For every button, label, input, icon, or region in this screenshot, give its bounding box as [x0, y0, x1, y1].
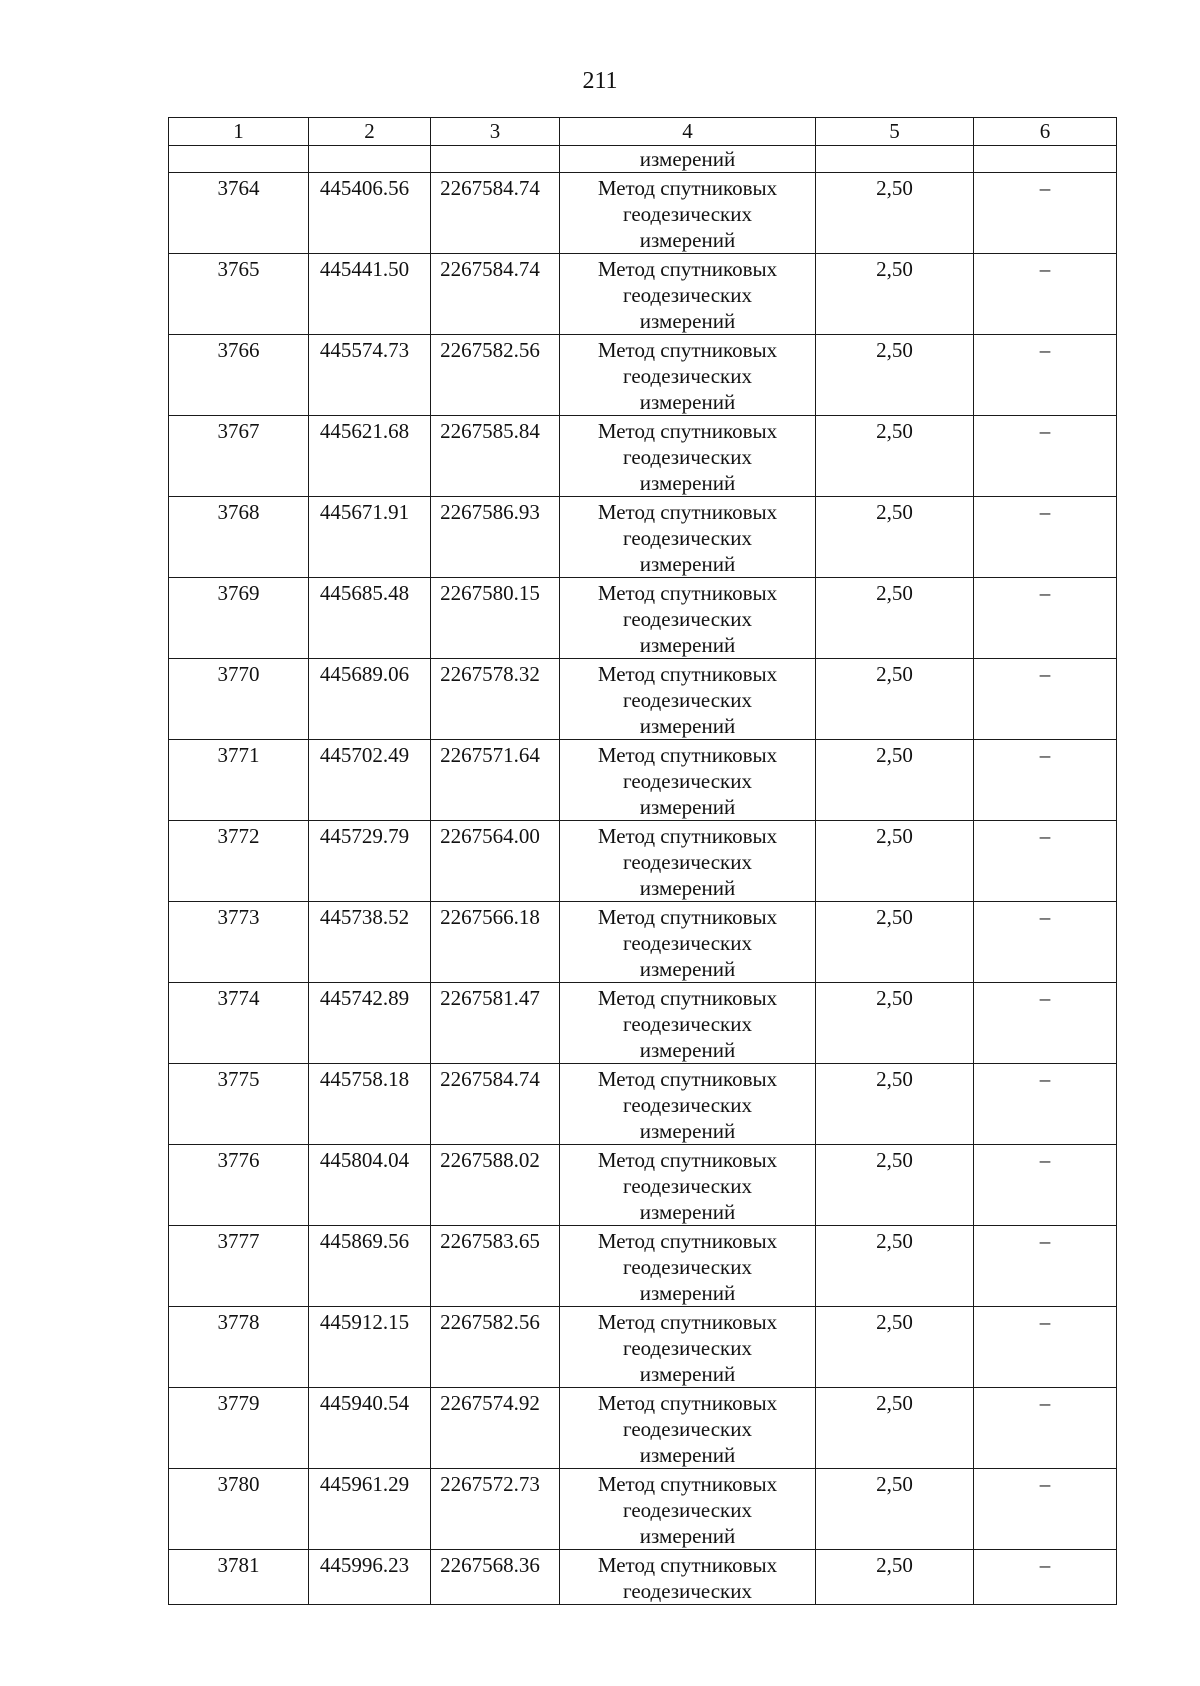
cell-method	[560, 173, 816, 254]
cell-x	[309, 146, 431, 173]
column-header-4: 4	[560, 118, 816, 146]
method-line: геодезических	[622, 1336, 752, 1360]
method-line: геодезических	[622, 364, 752, 388]
table-row	[169, 659, 1117, 740]
method-line: геодезических	[622, 526, 752, 550]
column-header-6: 6	[974, 118, 1117, 146]
method-line: Метод спутниковых	[597, 662, 778, 686]
cell-point-id: 3775	[169, 1064, 309, 1145]
method-line: измерений	[639, 1200, 736, 1224]
cell-x: 445912.15	[309, 1307, 431, 1388]
cell-method	[560, 1226, 816, 1307]
method-line: геодезических	[622, 1093, 752, 1117]
method-line: измерений	[639, 309, 736, 333]
cell-note: –	[974, 1145, 1117, 1226]
method-line: измерений	[639, 1362, 736, 1386]
cell-y	[431, 146, 560, 173]
cell-point-id: 3764	[169, 173, 309, 254]
method-line: Метод спутниковых	[597, 1310, 778, 1334]
cell-x: 445869.56	[309, 1226, 431, 1307]
cell-method	[560, 254, 816, 335]
cell-accuracy: 2,50	[816, 1064, 974, 1145]
cell-y: 2267568.36	[431, 1550, 560, 1605]
cell-y: 2267585.84	[431, 416, 560, 497]
method-line: геодезических	[622, 769, 752, 793]
table-header	[169, 118, 1117, 146]
cell-method	[560, 659, 816, 740]
cell-note: –	[974, 254, 1117, 335]
table-row	[169, 1388, 1117, 1469]
cell-accuracy: 2,50	[816, 659, 974, 740]
cell-point-id: 3774	[169, 983, 309, 1064]
cell-note: –	[974, 740, 1117, 821]
cell-y: 2267581.47	[431, 983, 560, 1064]
method-line: Метод спутниковых	[597, 824, 778, 848]
cell-note: –	[974, 1064, 1117, 1145]
method-line: Метод спутниковых	[597, 986, 778, 1010]
table-row	[169, 983, 1117, 1064]
table-row	[169, 1145, 1117, 1226]
cell-x: 445804.04	[309, 1145, 431, 1226]
cell-note: –	[974, 1226, 1117, 1307]
cell-y: 2267578.32	[431, 659, 560, 740]
method-line: измерений	[639, 1038, 736, 1062]
table-row	[169, 173, 1117, 254]
cell-x: 445729.79	[309, 821, 431, 902]
cell-point-id: 3773	[169, 902, 309, 983]
cell-method: измерений	[560, 146, 816, 173]
cell-note: –	[974, 902, 1117, 983]
cell-note: –	[974, 1307, 1117, 1388]
table-row	[169, 1064, 1117, 1145]
cell-method	[560, 1145, 816, 1226]
cell-method	[560, 1550, 816, 1605]
method-line: Метод спутниковых	[597, 1391, 778, 1415]
cell-y: 2267582.56	[431, 1307, 560, 1388]
column-header-1: 1	[169, 118, 309, 146]
method-line: геодезических	[622, 202, 752, 226]
cell-point-id: 3768	[169, 497, 309, 578]
cell-point-id: 3779	[169, 1388, 309, 1469]
method-line: измерений	[639, 228, 736, 252]
cell-note	[974, 146, 1117, 173]
table-body	[169, 146, 1117, 1605]
method-line: измерений	[639, 390, 736, 414]
cell-point-id: 3765	[169, 254, 309, 335]
method-line: Метод спутниковых	[597, 257, 778, 281]
method-line: геодезических	[622, 850, 752, 874]
cell-x: 445406.56	[309, 173, 431, 254]
method-line: измерений	[639, 876, 736, 900]
cell-x: 445940.54	[309, 1388, 431, 1469]
method-line: Метод спутниковых	[597, 500, 778, 524]
cell-accuracy: 2,50	[816, 578, 974, 659]
method-line: Метод спутниковых	[597, 1229, 778, 1253]
method-line: Метод спутниковых	[597, 1472, 778, 1496]
cell-accuracy: 2,50	[816, 821, 974, 902]
cell-y: 2267584.74	[431, 173, 560, 254]
cell-note: –	[974, 173, 1117, 254]
cell-x: 445441.50	[309, 254, 431, 335]
table-row	[169, 254, 1117, 335]
cell-point-id: 3778	[169, 1307, 309, 1388]
cell-accuracy: 2,50	[816, 1226, 974, 1307]
cell-x: 445742.89	[309, 983, 431, 1064]
table-row	[169, 1469, 1117, 1550]
cell-note: –	[974, 659, 1117, 740]
cell-y: 2267566.18	[431, 902, 560, 983]
cell-point-id: 3767	[169, 416, 309, 497]
header-row	[169, 118, 1117, 146]
table-row	[169, 902, 1117, 983]
table-row	[169, 1307, 1117, 1388]
cell-accuracy: 2,50	[816, 1145, 974, 1226]
cell-x: 445621.68	[309, 416, 431, 497]
method-line: геодезических	[622, 1417, 752, 1441]
cell-x: 445685.48	[309, 578, 431, 659]
table-row	[169, 578, 1117, 659]
page-number: 211	[582, 68, 618, 94]
cell-method	[560, 740, 816, 821]
table-row	[169, 335, 1117, 416]
cell-y: 2267583.65	[431, 1226, 560, 1307]
cell-accuracy	[816, 146, 974, 173]
cell-accuracy: 2,50	[816, 1388, 974, 1469]
cell-point-id: 3770	[169, 659, 309, 740]
continuation-row	[169, 146, 1117, 173]
cell-method	[560, 335, 816, 416]
cell-accuracy: 2,50	[816, 416, 974, 497]
method-line: геодезических	[622, 445, 752, 469]
cell-accuracy: 2,50	[816, 902, 974, 983]
cell-y: 2267574.92	[431, 1388, 560, 1469]
cell-note: –	[974, 416, 1117, 497]
cell-accuracy: 2,50	[816, 1550, 974, 1605]
cell-point-id: 3769	[169, 578, 309, 659]
cell-method	[560, 1388, 816, 1469]
cell-point-id: 3781	[169, 1550, 309, 1605]
cell-method	[560, 1307, 816, 1388]
cell-method	[560, 1064, 816, 1145]
cell-accuracy: 2,50	[816, 497, 974, 578]
cell-method	[560, 416, 816, 497]
method-line: измерений	[639, 1281, 736, 1305]
column-header-2: 2	[309, 118, 431, 146]
cell-point-id: 3777	[169, 1226, 309, 1307]
method-line: геодезических	[622, 1498, 752, 1522]
cell-accuracy: 2,50	[816, 1307, 974, 1388]
cell-note: –	[974, 1550, 1117, 1605]
method-line: измерений	[639, 1443, 736, 1467]
cell-x: 445702.49	[309, 740, 431, 821]
method-line: геодезических	[622, 1579, 752, 1603]
cell-y: 2267586.93	[431, 497, 560, 578]
column-header-3: 3	[431, 118, 560, 146]
method-line: измерений	[639, 471, 736, 495]
cell-method	[560, 983, 816, 1064]
method-line: Метод спутниковых	[597, 743, 778, 767]
cell-note: –	[974, 578, 1117, 659]
cell-note: –	[974, 1388, 1117, 1469]
cell-accuracy: 2,50	[816, 983, 974, 1064]
table-row	[169, 1226, 1117, 1307]
table-row	[169, 821, 1117, 902]
method-line: Метод спутниковых	[597, 419, 778, 443]
cell-note: –	[974, 335, 1117, 416]
cell-note: –	[974, 821, 1117, 902]
method-line: геодезических	[622, 688, 752, 712]
method-line: измерений	[639, 633, 736, 657]
cell-method	[560, 821, 816, 902]
method-line: Метод спутниковых	[597, 581, 778, 605]
cell-method	[560, 902, 816, 983]
method-line: измерений	[639, 1119, 736, 1143]
cell-y: 2267564.00	[431, 821, 560, 902]
cell-x: 445689.06	[309, 659, 431, 740]
coordinates-table	[168, 117, 1117, 1605]
cell-accuracy: 2,50	[816, 1469, 974, 1550]
cell-y: 2267582.56	[431, 335, 560, 416]
cell-method	[560, 1469, 816, 1550]
method-line: измерений	[639, 714, 736, 738]
method-line: Метод спутниковых	[597, 905, 778, 929]
cell-x: 445961.29	[309, 1469, 431, 1550]
method-line: геодезических	[622, 931, 752, 955]
table-row	[169, 497, 1117, 578]
cell-x: 445738.52	[309, 902, 431, 983]
cell-x: 445758.18	[309, 1064, 431, 1145]
method-line: геодезических	[622, 607, 752, 631]
cell-point-id: 3766	[169, 335, 309, 416]
column-header-5: 5	[816, 118, 974, 146]
cell-point-id	[169, 146, 309, 173]
cell-y: 2267572.73	[431, 1469, 560, 1550]
table-row	[169, 1550, 1117, 1605]
cell-note: –	[974, 497, 1117, 578]
cell-y: 2267588.02	[431, 1145, 560, 1226]
cell-x: 445996.23	[309, 1550, 431, 1605]
cell-y: 2267584.74	[431, 1064, 560, 1145]
cell-accuracy: 2,50	[816, 335, 974, 416]
method-line: Метод спутниковых	[597, 176, 778, 200]
cell-x: 445671.91	[309, 497, 431, 578]
method-line: измерений	[639, 795, 736, 819]
method-line: геодезических	[622, 283, 752, 307]
cell-point-id: 3780	[169, 1469, 309, 1550]
cell-x: 445574.73	[309, 335, 431, 416]
method-line: измерений	[639, 1524, 736, 1548]
cell-point-id: 3771	[169, 740, 309, 821]
method-line: Метод спутниковых	[597, 338, 778, 362]
cell-y: 2267584.74	[431, 254, 560, 335]
cell-y: 2267580.15	[431, 578, 560, 659]
cell-method	[560, 497, 816, 578]
cell-note: –	[974, 983, 1117, 1064]
method-line: измерений	[639, 957, 736, 981]
method-line: геодезических	[622, 1255, 752, 1279]
cell-accuracy: 2,50	[816, 254, 974, 335]
table-row	[169, 416, 1117, 497]
table-row	[169, 740, 1117, 821]
cell-point-id: 3776	[169, 1145, 309, 1226]
cell-note: –	[974, 1469, 1117, 1550]
method-line: Метод спутниковых	[597, 1067, 778, 1091]
method-line: геодезических	[622, 1012, 752, 1036]
method-line: Метод спутниковых	[597, 1148, 778, 1172]
method-line: геодезических	[622, 1174, 752, 1198]
cell-accuracy: 2,50	[816, 173, 974, 254]
method-line: измерений	[639, 552, 736, 576]
cell-y: 2267571.64	[431, 740, 560, 821]
cell-method	[560, 578, 816, 659]
method-line: Метод спутниковых	[597, 1553, 778, 1577]
cell-point-id: 3772	[169, 821, 309, 902]
cell-accuracy: 2,50	[816, 740, 974, 821]
